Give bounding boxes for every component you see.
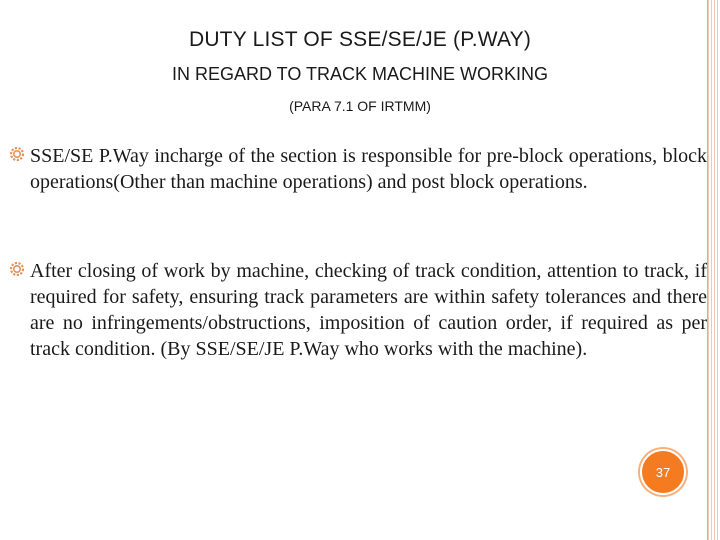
gear-bullet-icon bbox=[10, 262, 24, 276]
gear-bullet-icon bbox=[10, 147, 24, 161]
slide-title-line2: IN REGARD TO TRACK MACHINE WORKING bbox=[171, 64, 549, 84]
bullet-text: After closing of work by machine, checking of track condition, attention to track, if required for safety, ensuring track parameters are within safety tolerances and there are no infringements/obstructions, imposition of caution order, if required as per track condition. (By SSE/SE/JE P.Way who works with the machine). bbox=[30, 260, 707, 360]
page-number-badge: 37 bbox=[640, 449, 686, 495]
bullet-text: SSE/SE P.Way incharge of the section is responsible for pre-block operations, block operations(Other than machine operations) and post block operations. bbox=[30, 145, 707, 193]
slide-subtitle: (PARA 7.1 OF IRTMM) bbox=[289, 98, 431, 114]
bullet-item bbox=[10, 258, 707, 362]
slide-title: DUTY LIST OF SSE/SE/JE (P.WAY) bbox=[188, 28, 532, 51]
bullet-item bbox=[10, 143, 707, 195]
